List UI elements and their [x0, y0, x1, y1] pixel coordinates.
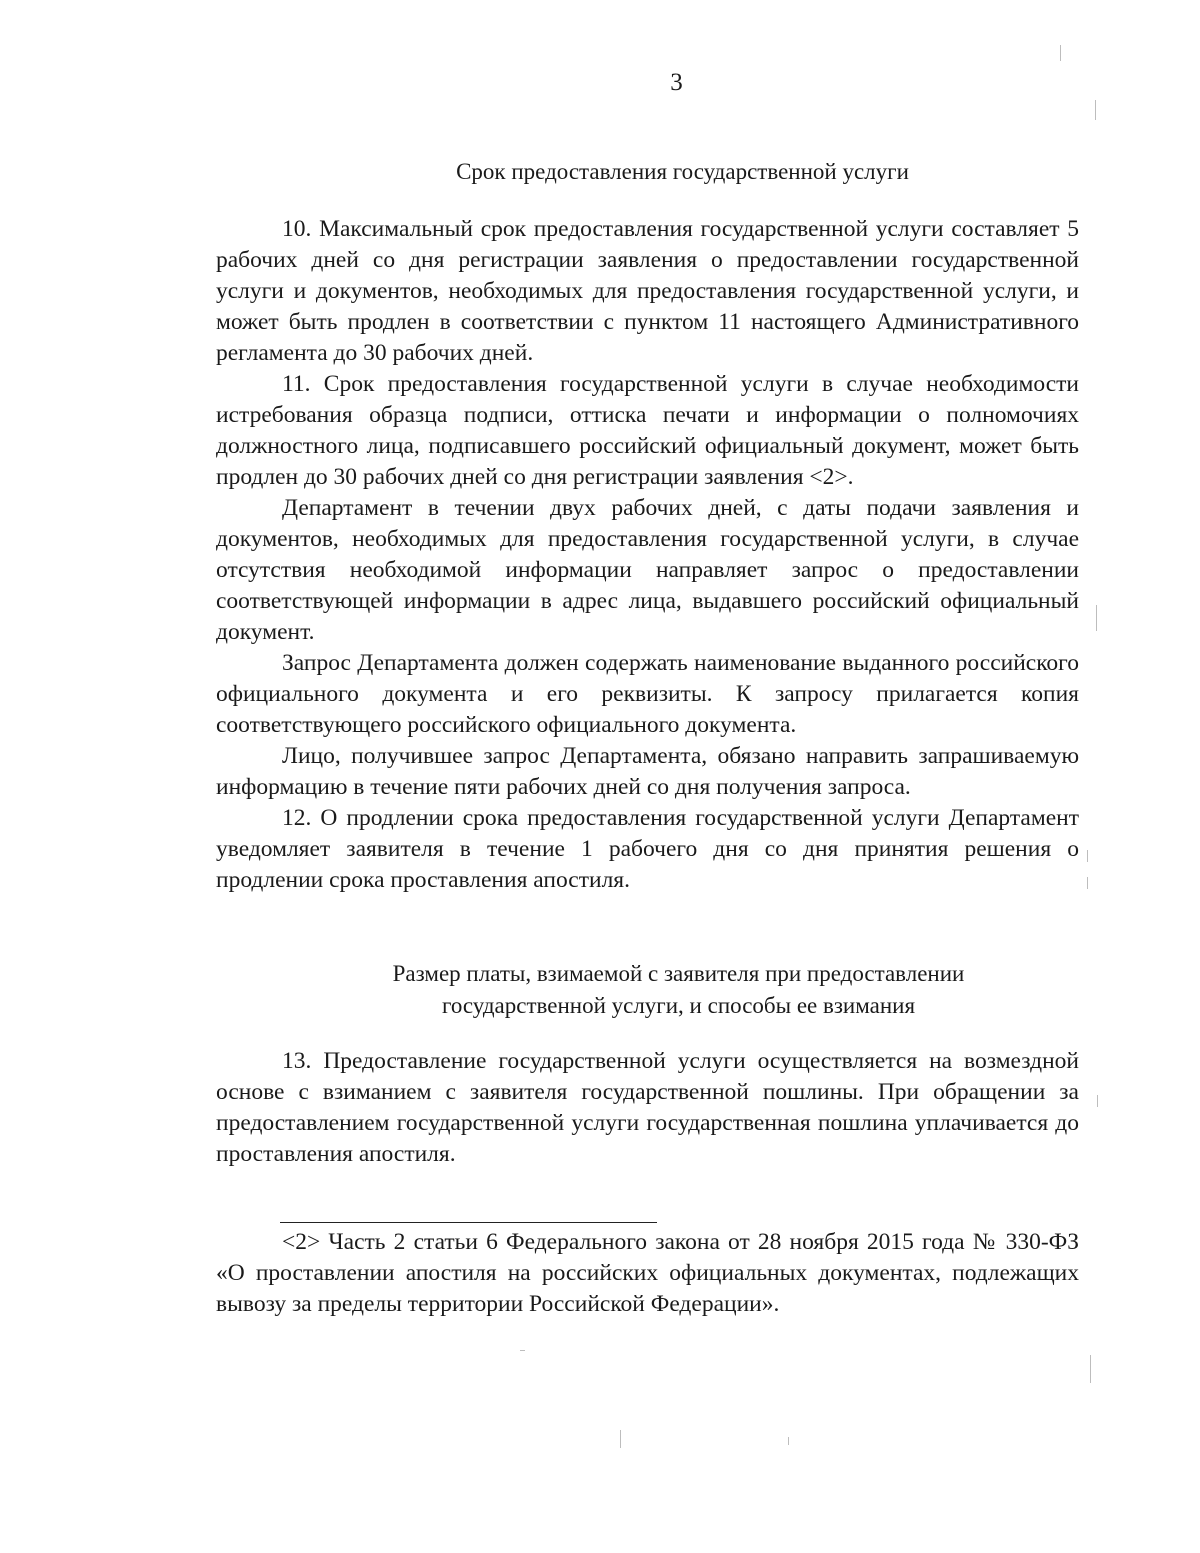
scan-speck: [520, 1350, 525, 1351]
scan-speck: [1090, 1355, 1091, 1383]
scan-speck: [1097, 1095, 1098, 1107]
scan-speck: [1087, 850, 1088, 862]
section-heading-fee-line1: Размер платы, взимаемой с заявителя при предоставлении: [392, 961, 965, 986]
footnote-divider: [280, 1222, 657, 1223]
section-body-fee: [216, 1046, 1079, 1170]
scan-speck: [1095, 100, 1096, 120]
paragraph-11: 11. Срок предоставления государственной услуги в случае необходимости истребования образца подписи, оттиска печати и информации о полномочиях должностного лица, подписавшего российский официальный документ, может быть продлен до 30 рабочих дней со дня регистрации заявления <2>.: [216, 371, 1079, 490]
scan-speck: [1087, 877, 1088, 889]
footnote: <2> Часть 2 статьи 6 Федерального закона от 28 ноября 2015 года № 330-ФЗ «О проставлении апостиля на российских официальных документах, подлежащих вывозу за пределы территории Российской Федерации».: [216, 1229, 1079, 1317]
scan-speck: [1060, 45, 1061, 61]
section-heading-fee-line2: государственной услуги, и способы ее взимания: [441, 993, 916, 1018]
scan-speck: [620, 1430, 621, 1448]
paragraph-13: 13. Предоставление государственной услуги осуществляется на возмездной основе с взиманием с заявителя государственной пошлины. При обращении за предоставлением государственной услуги государственная пошлина уплачивается до проставления апостиля.: [216, 1048, 1079, 1167]
section-body-term: [216, 214, 1079, 896]
paragraph-12: 12. О продлении срока предоставления государственной услуги Департамент уведомляет заявителя в течение 1 рабочего дня со дня принятия решения о продлении срока проставления апостиля.: [216, 805, 1079, 893]
scan-speck: [1096, 605, 1097, 631]
paragraph-10: 10. Максимальный срок предоставления государственной услуги составляет 5 рабочих дней со дня регистрации заявления о предоставлении государственной услуги и документов, необходимых для предоставления государственной услуги, и может быть продлен в соответствии с пунктом 11 настоящего Административного регламента до 30 рабочих дней.: [216, 216, 1079, 366]
scan-speck: [788, 1437, 789, 1445]
paragraph-request-content: Запрос Департамента должен содержать наименование выданного российского официального документа и его реквизиты. К запросу прилагается копия соответствующего российского официального документа.: [216, 650, 1079, 738]
section-heading-fee: [216, 958, 1141, 1022]
paragraph-response-obligation: Лицо, получившее запрос Департамента, обязано направить запрашиваемую информацию в течение пяти рабочих дней со дня получения запроса.: [216, 743, 1079, 800]
section-heading-term: Срок предоставления государственной услуги: [456, 159, 909, 184]
page-number: 3: [670, 69, 683, 96]
paragraph-department-request: Департамент в течении двух рабочих дней, с даты подачи заявления и документов, необходимых для предоставления государственной услуги, в случае отсутствия необходимой информации направляет запрос о предоставлении соответствующей информации в адрес лица, выдавшего российский официальный документ.: [216, 495, 1079, 645]
